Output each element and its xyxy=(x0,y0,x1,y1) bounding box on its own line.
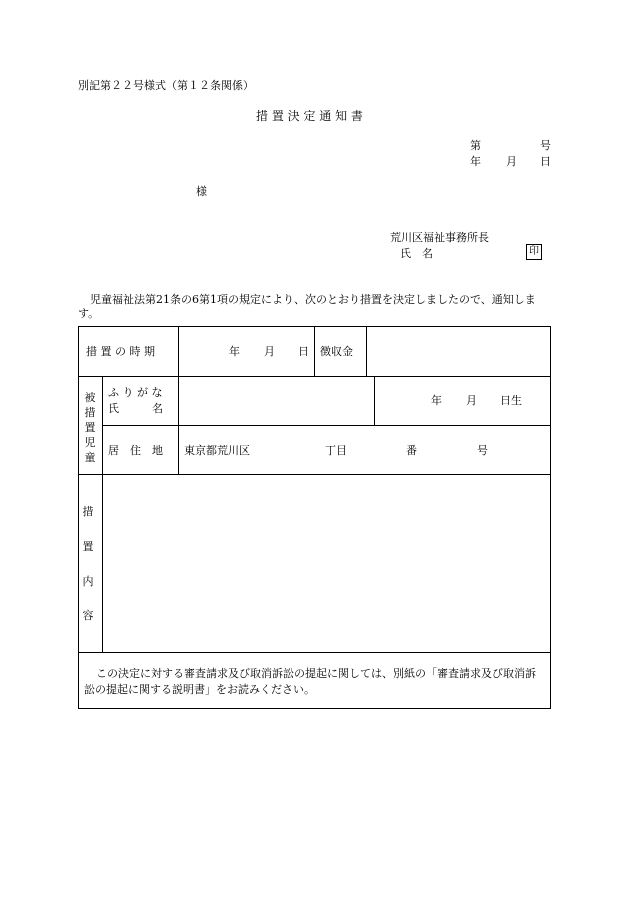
row-divider-3 xyxy=(78,474,551,475)
address-go-label: 号 xyxy=(477,444,488,457)
child-group-char-5: 童 xyxy=(84,451,96,464)
col-divider-time xyxy=(178,326,179,376)
address-ban-label: 番 xyxy=(406,444,417,457)
measure-time-label: 措 置 の 時 期 xyxy=(86,345,155,358)
col-divider-fee-right xyxy=(366,326,367,376)
content-char-4: 容 xyxy=(82,609,94,622)
date-month-label: 月 xyxy=(506,155,517,168)
child-group-char-2: 措 xyxy=(84,406,96,419)
row-divider-1 xyxy=(78,376,551,377)
issuer-name-label: 氏 名 xyxy=(400,247,433,260)
birth-day-label: 日生 xyxy=(500,394,522,407)
child-group-char-1: 被 xyxy=(84,391,96,404)
row-divider-4 xyxy=(78,652,551,653)
col-divider-child-label xyxy=(178,376,179,474)
col-divider-group xyxy=(102,376,103,652)
col-divider-birth xyxy=(374,376,375,425)
row-divider-2 xyxy=(102,425,551,426)
content-char-1: 措 xyxy=(82,505,94,518)
content-char-3: 内 xyxy=(82,575,94,588)
address-prefix: 東京都荒川区 xyxy=(184,444,250,457)
collection-label: 徴収金 xyxy=(320,345,353,358)
birth-year-label: 年 xyxy=(431,394,442,407)
child-group-char-3: 置 xyxy=(84,421,96,434)
address-chome-label: 丁目 xyxy=(325,444,347,457)
content-char-2: 置 xyxy=(82,540,94,553)
document-title: 措 置 決 定 通 知 書 xyxy=(256,109,363,123)
addressee-suffix: 様 xyxy=(196,185,207,198)
measure-day-label: 日 xyxy=(298,345,309,358)
body-text: 児童福祉法第21条の6第1項の規定により、次のとおり措置を決定しましたので、通知します。 xyxy=(78,293,536,320)
furigana-label: ふ り が な xyxy=(108,386,163,399)
appeal-note: この決定に対する審査請求及び取消訴訟の提起に関しては、別紙の「審査請求及び取消訴訟の提起に関する説明書」をお読みください。 xyxy=(84,667,536,696)
date-day-label: 日 xyxy=(540,155,551,168)
seal-mark: 印 xyxy=(526,244,542,260)
issuer-office: 荒川区福祉事務所長 xyxy=(390,231,489,244)
child-name-label: 氏 名 xyxy=(108,402,163,415)
birth-month-label: 月 xyxy=(466,394,477,407)
number-dai-label: 第 xyxy=(470,139,481,152)
form-id: 別記第２２号様式（第１２条関係） xyxy=(78,79,254,92)
date-year-label: 年 xyxy=(470,155,481,168)
child-group-char-4: 児 xyxy=(84,436,96,449)
measure-month-label: 月 xyxy=(264,345,275,358)
address-label: 居 住 地 xyxy=(108,444,163,457)
measure-year-label: 年 xyxy=(229,345,240,358)
col-divider-fee-left xyxy=(314,326,315,376)
number-go-label: 号 xyxy=(540,139,551,152)
